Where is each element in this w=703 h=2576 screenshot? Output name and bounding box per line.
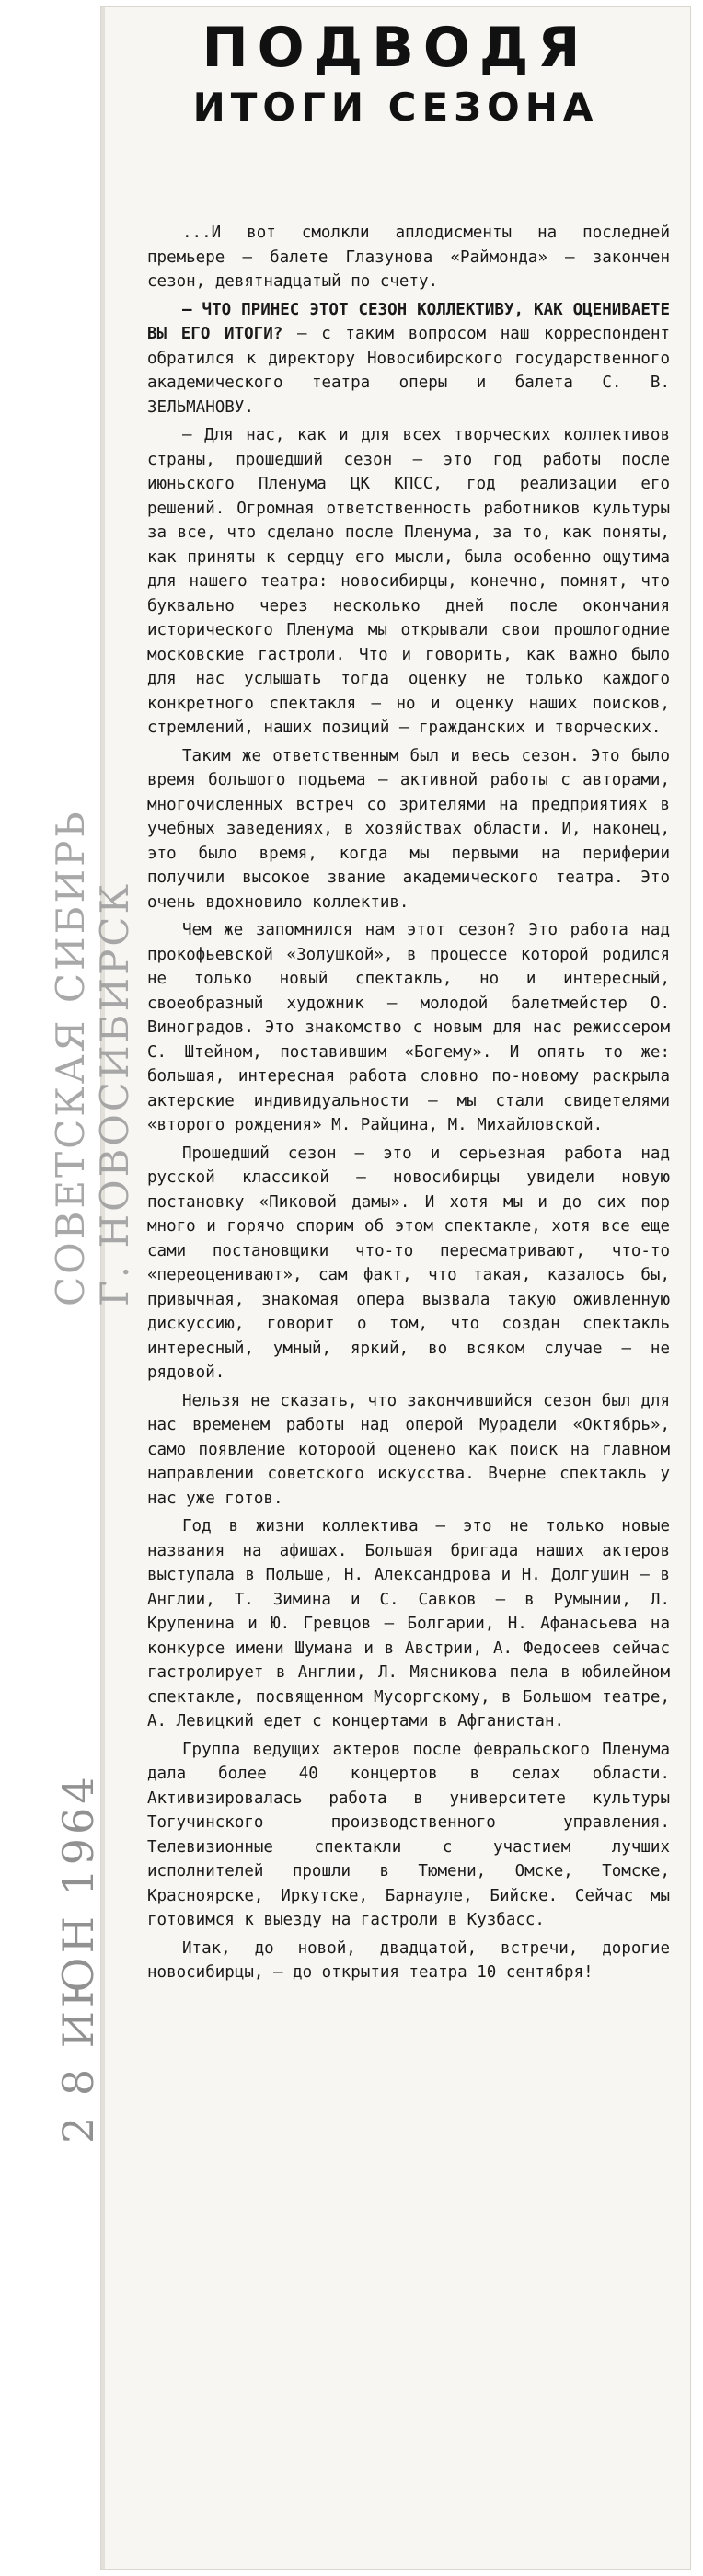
paragraph-text: Таким же ответственным был и весь сезон. Это было время большого подъема — активной работы с авторами, многочисленных встреч со зрителями на предприятиях в учебных заведениях, в хозяйствах области. И, наконец, это было время, когда мы первыми на периферии получили высокое звание академического театра. Это очень вдохновило коллектив. [147,746,670,912]
paragraph-classics [147,1142,670,1386]
paragraph-text: — Для нас, как и для всех творческих коллективов страны, прошедший сезон — это год работы после июньского Пленума ЦК КПСС, год реализации его решений. Огромная ответственность работников культуры за все, что сделано после Пленума, за то, как поняты, как приняты к сердцу его мысли, была особенно ощутима для нашего театра: новосибирцы, конечно, помнят, что буквально через несколько дней после окончания исторического Пленума мы открывали свои прошлогодние московские гастроли. Что и говорить, как важно было для нас услышать тогда оценку не только каждого конкретного спектакля — но и оценку наших поисков, стремлений, наших позиций — гражданских и творческих. [147,426,670,737]
paragraph-text: Группа ведущих актеров после февральского Пленума дала более 40 концертов в селах области. Активизировалась работа в университете культуры Тогучинского производственного управления. Телевизионные спектакли с участием лучших исполнителей прошли в Тюмени, Омске, Томске, Красноярске, Иркутске, Барнауле, Бийске. Сейчас мы готовимся к выезду на гастроли в Кузбасс. [147,1740,670,1929]
paragraph-text: Прошедший сезон — это и серьезная работа над русской классикой — новосибирцы увидели новую постановку «Пиковой дамы». И хотя мы и до сих пор много и горячо спорим об этом спектакле, хотя все еще сами постановщики что-то пересматривают, что-то «переоценивают», сам факт, что такая, казалось бы, привычная, знакомая опера вызвала такую оживленную дискуссию, говорит о том, что создан спектакль интересный, умный, яркий, во всяком случае — не рядовой. [147,1144,670,1382]
paragraph-october [147,1389,670,1512]
paragraph-intro [147,221,670,294]
question-text: — ЧТО ПРИНЕС ЭТОТ СЕЗОН КОЛЛЕКТИВУ, КАК ОЦЕНИВАЕТЕ ВЫ ЕГО ИТОГИ? [147,300,670,343]
date-stamp: 2 8 ИЮН 1964 [53,1773,103,2144]
paragraph-question [147,298,670,420]
paragraph-text: ...И вот смолкли аплодисменты на последней премьере — балете Глазунова «Раймонда» — закончен сезон, девятнадцатый по счету. [147,224,670,291]
paragraph-text: Итак, до новой, двадцатой, встречи, дорогие новосибирцы, — до открытия театра 10 сентября! [147,1938,670,1982]
paragraph-text: Нельзя не сказать, что закончившийся сезон был для нас временем работы над оперой Мурадели «Октябрь», само появление котороой оценено как поиск на главном направлении советского искусства. Вчерне спектакль у нас уже готов. [147,1391,670,1508]
newspaper-clipping [101,7,690,2569]
city-stamp: Г. НОВОСИБИРСК [92,880,137,1306]
paragraph-closing [147,1937,670,1985]
article-body [147,221,670,1989]
publication-stamp: СОВЕТСКАЯ СИБИРЬ [48,809,93,1306]
paragraph-memorable [147,918,670,1138]
headline-line-2: ИТОГИ СЕЗОНА [192,85,599,130]
headline-line-1: ПОДВОДЯ [202,16,590,80]
headline [101,7,690,130]
paragraph-season [147,744,670,915]
paragraph-answer [147,423,670,741]
paragraph-text: Чем же запомнился нам этот сезон? Это работа над прокофьевской «Золушкой», в процессе которой родился не только новый спектакль, но и интересный, своеобразный художник — молодой балетмейстер О. Виноградов. Это знакомство с новым для нас режиссером С. Штейном, поставившим «Богему». И опять то же: большая, интересная работа словно по-новому раскрыла актерские индивидуальности — мы стали свидетелями «второго рождения» М. Райцина, М. Михайловской. [147,921,670,1134]
paragraph-tours [147,1514,670,1734]
paragraph-text: Год в жизни коллектива — это не только новые названия на афишах. Большая бригада наших актеров выступала в Польше, Н. Александрова и Н. Долгушин — в Англии, Т. Зимина и С. Савков — в Румынии, Л. Крупенина и Ю. Гревцов — Болгарии, Н. Афанасьева на конкурсе имени Шумана и в Австрии, А. Федосеев сейчас гастролирует в Англии, Л. Мясникова пела в юбилейном спектакле, посвященном Мусоргскому, в Большом театре, А. Левицкий едет с концертами в Афганистан. [147,1517,670,1731]
paragraph-text: — с таким вопросом наш корреспондент обратился к директору Новосибирского государственного академического театра оперы и балета С. В. ЗЕЛЬМАНОВУ. [147,325,671,417]
paragraph-concerts [147,1738,670,1933]
